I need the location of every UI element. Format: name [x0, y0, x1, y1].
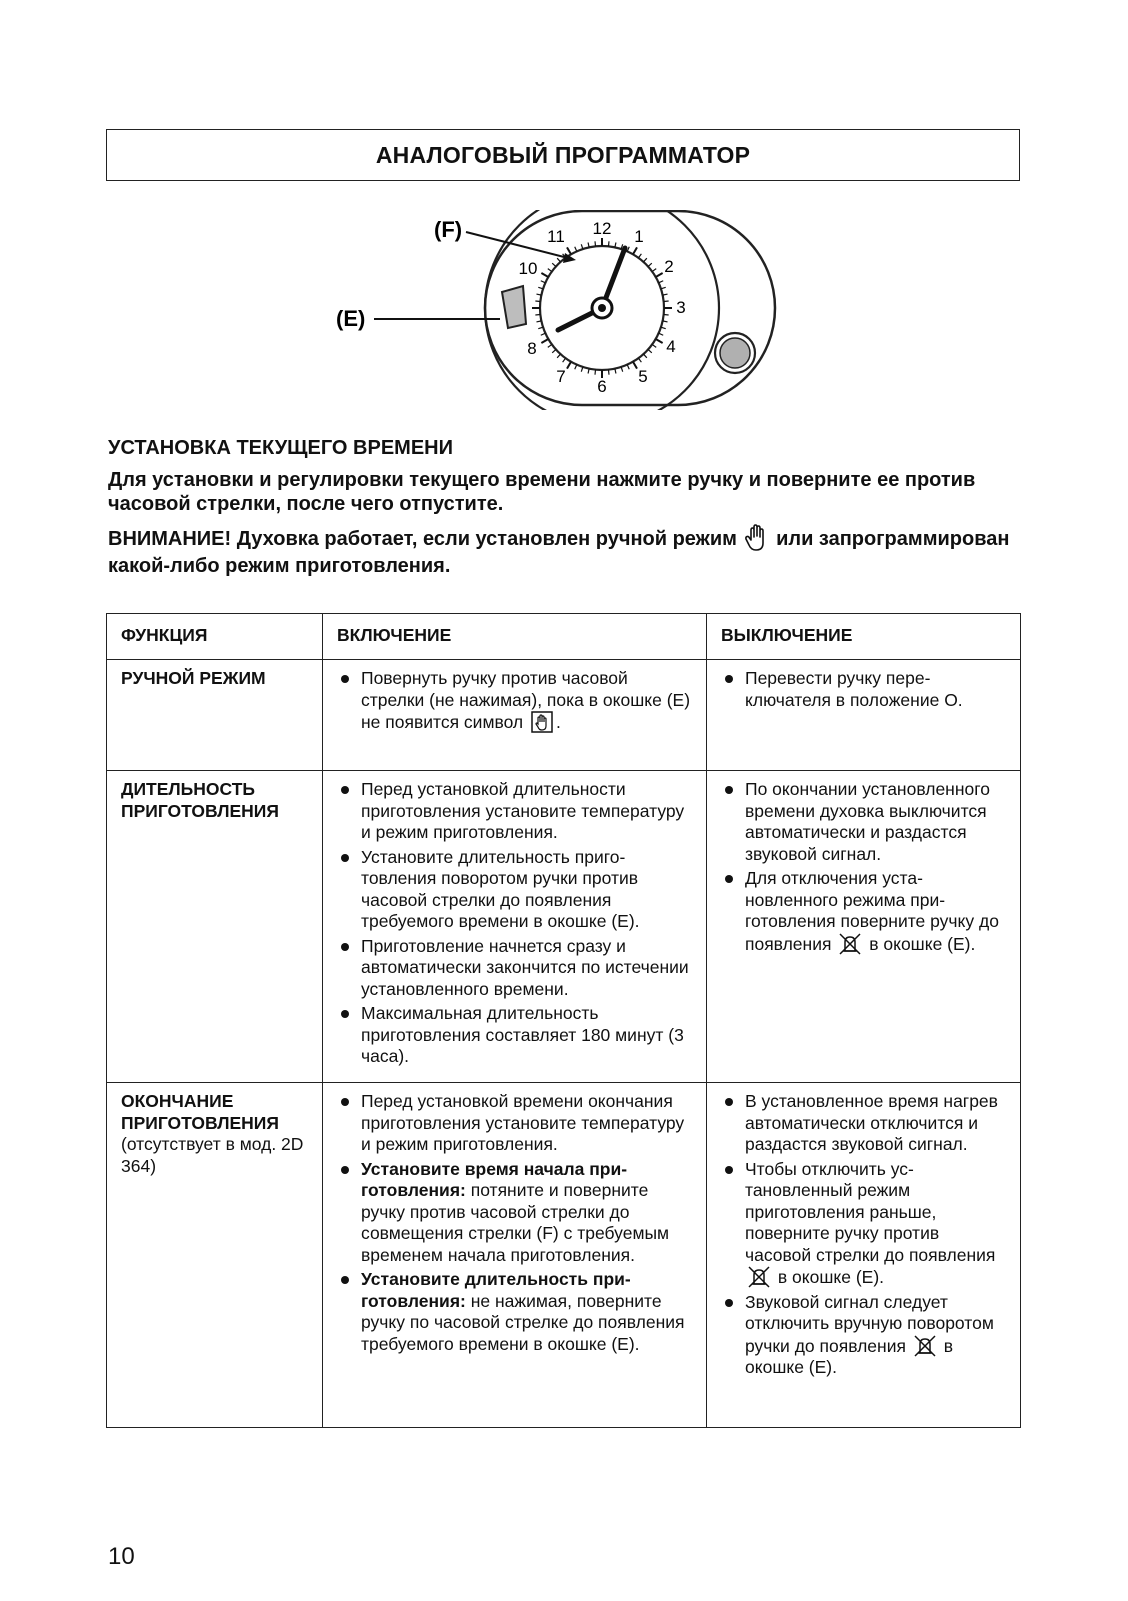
on-cell: [323, 660, 707, 771]
dial-tick: [541, 339, 548, 343]
dial-tick: [656, 273, 663, 277]
dial-tick: [535, 314, 540, 315]
function-name: ДИТЕЛЬНОСТЬ ПРИГОТОВЛЕНИЯ: [121, 779, 279, 821]
dial-tick: [563, 358, 566, 362]
warning-text: [108, 523, 1028, 579]
dial-number-1: 1: [634, 227, 644, 246]
list-item: Перевести ручку переключателя в положение О.: [721, 668, 1008, 711]
dial-tick: [608, 370, 609, 375]
dial-number-12: 12: [592, 219, 612, 238]
dial-tick: [557, 258, 560, 262]
list-item: Перед установкой времени окончания приготовления установите температуру и режим приготовления.: [337, 1091, 694, 1156]
programmer-diagram: [330, 210, 780, 410]
list-item: Звуковой сигнал следует отключить вручную поворотом ручки до появления в окошке (E).: [721, 1292, 1008, 1379]
page-title: АНАЛОГОВЫЙ ПРОГРАММАТОР: [375, 141, 751, 168]
dial-tick: [552, 349, 556, 352]
dial-tick: [633, 362, 637, 369]
dial-tick: [548, 269, 552, 272]
function-name: ОКОНЧАНИЕ ПРИГОТОВЛЕНИЯ: [121, 1091, 279, 1133]
dial-number-7: 7: [556, 367, 566, 386]
dial-number-3: 3: [676, 298, 686, 317]
window-e: [502, 286, 526, 328]
function-cell: [107, 660, 323, 771]
dial-tick: [664, 314, 669, 315]
table-row-end: [107, 1083, 1021, 1428]
dial-tick: [557, 354, 560, 358]
function-note: (отсутствует в мод. 2D 364): [121, 1134, 304, 1176]
hand-pivot-center: [598, 304, 606, 312]
section-title: УСТАНОВКА ТЕКУЩЕГО ВРЕМЕНИ: [108, 437, 453, 459]
list-item: Приготовление начнется сразу и автоматически закончится по истечении установленного времени.: [337, 936, 694, 1001]
dial-tick: [652, 269, 656, 272]
list-item: Повернуть ручку против часовой стрелки (не нажимая), пока в окошке (E) не появится символ .: [337, 668, 694, 734]
dial-tick: [638, 254, 641, 258]
dial-number-2: 2: [664, 257, 674, 276]
list-item: Чтобы отключить установленный режим приготовления раньше, поверните ручку против часовой стрелки до появления в окошке (E).: [721, 1159, 1008, 1289]
dial-number-8: 8: [527, 339, 537, 358]
off-symbol-icon: [914, 1335, 936, 1357]
dial-number-5: 5: [638, 367, 648, 386]
header-function: ФУНКЦИЯ: [107, 614, 323, 660]
list-item: Установите время начала приготовления: потяните и поверните ручку против часовой стрелки до совмещения стрелки (F) с требуемым временем начала приготовления.: [337, 1159, 694, 1267]
label-f: (F): [434, 217, 463, 242]
function-cell: [107, 1083, 323, 1428]
header-on: ВКЛЮЧЕНИЕ: [323, 614, 707, 660]
dial-tick: [648, 349, 652, 352]
off-cell: [707, 660, 1021, 771]
hand-icon: [745, 523, 769, 553]
dial-tick: [595, 241, 596, 246]
dial-tick: [535, 301, 540, 302]
list-item: Перед установкой длительности приготовления установите температуру и режим приготовления.: [337, 779, 694, 844]
dial-number-11: 11: [547, 227, 565, 246]
off-cell: [707, 771, 1021, 1083]
list-item: Установите длительность приготовления поворотом ручки против часовой стрелки до появления требуемого времени в окошке (E).: [337, 847, 694, 933]
oven-button-inner: [720, 338, 750, 368]
off-symbol-icon: [839, 933, 861, 955]
dial-tick: [567, 362, 571, 369]
function-cell: [107, 771, 323, 1083]
dial-tick: [638, 358, 641, 362]
list-item: Установите длительность приготовления: не нажимая, поверните ручку по часовой стрелке до появления требуемого времени в окошке (E).: [337, 1269, 694, 1355]
list-item: Для отключения установленного режима приготовления поверните ручку до появления в окошке (E).: [721, 868, 1008, 955]
table-header-row: [107, 614, 1021, 660]
dial-number-10: 10: [518, 259, 538, 278]
on-cell: [323, 771, 707, 1083]
dial-tick: [656, 339, 663, 343]
function-table: [106, 613, 1021, 1428]
dial-tick: [552, 263, 556, 266]
dial-tick: [548, 344, 552, 347]
dial-tick: [643, 258, 646, 262]
off-symbol-icon: [748, 1266, 770, 1288]
label-e: (E): [336, 306, 366, 331]
dial-tick: [567, 247, 571, 254]
off-cell: [707, 1083, 1021, 1428]
dial-tick: [633, 247, 637, 254]
dial-tick: [664, 301, 669, 302]
list-item: Максимальная длительность приготовления составляет 180 минут (3 часа).: [337, 1003, 694, 1068]
warning-part2: или запрограммирован какой-либо режим приготовления.: [108, 528, 1010, 577]
list-item: По окончании установленного времени духовка выключится автоматически и раздастся звуковой сигнал.: [721, 779, 1008, 865]
warning-part1: ВНИМАНИЕ! Духовка работает, если установлен ручной режим: [108, 528, 737, 550]
on-cell: [323, 1083, 707, 1428]
table-row-duration: [107, 771, 1021, 1083]
dial-tick: [643, 354, 646, 358]
header-off: ВЫКЛЮЧЕНИЕ: [707, 614, 1021, 660]
function-name: РУЧНОЙ РЕЖИМ: [121, 668, 266, 688]
dial-number-6: 6: [597, 377, 607, 396]
dial-number-4: 4: [666, 337, 676, 356]
page-title-box: [106, 129, 1020, 181]
table-row-manual: [107, 660, 1021, 771]
list-item: В установленное время нагрев автоматически отключится и раздастся звуковой сигнал.: [721, 1091, 1008, 1156]
dial-tick: [541, 273, 548, 277]
page-number: 10: [108, 1543, 135, 1570]
manual-mode-hand-icon: [531, 711, 553, 733]
dial-tick: [648, 263, 652, 266]
dial-tick: [595, 370, 596, 375]
intro-text: Для установки и регулировки текущего времени нажмите ручку и поверните ее против часовой стрелки, после чего отпустите.: [108, 469, 976, 515]
dial-tick: [608, 241, 609, 246]
dial-tick: [652, 344, 656, 347]
